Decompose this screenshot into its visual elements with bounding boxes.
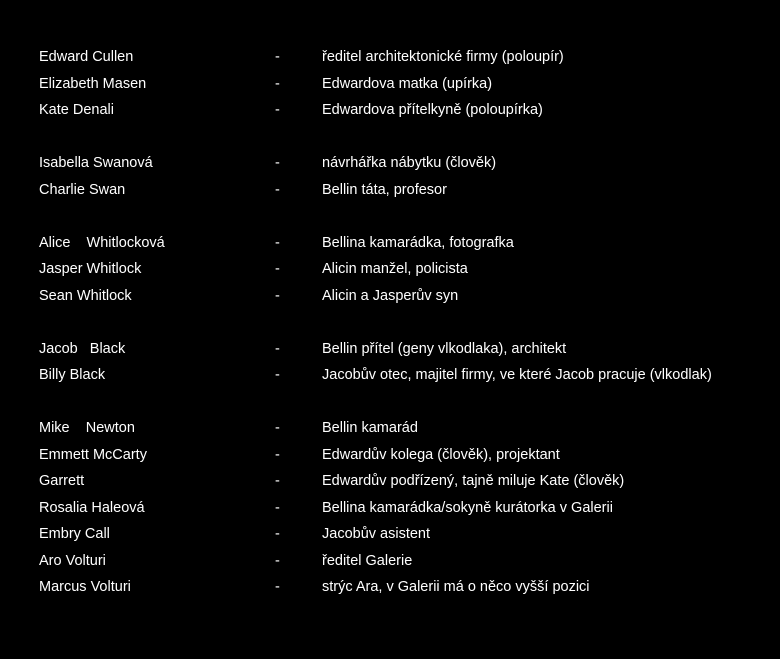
character-name: Elizabeth Masen: [39, 75, 147, 92]
character-name: Alice Whitlocková: [39, 234, 165, 251]
character-name: Jacob Black: [39, 340, 126, 357]
character-description: Alicin manžel, policista: [322, 261, 468, 277]
character-name: Kate Denali: [39, 102, 114, 118]
character-description: Edwardova přítelkyně (poloupírka): [322, 102, 543, 118]
list-item: [39, 283, 759, 310]
character-description: strýc Ara, v Galerii má o něco vyšší pozici: [322, 579, 590, 595]
character-description: Bellin táta, profesor: [322, 181, 447, 198]
character-name: Embry Call: [39, 526, 110, 542]
separator-dash: -: [275, 473, 280, 489]
list-item: [39, 336, 759, 363]
character-name: Marcus Volturi: [39, 579, 131, 595]
list-item: [39, 415, 759, 442]
character-name: Billy Black: [39, 367, 106, 383]
character-description: Bellin kamarád: [322, 420, 418, 436]
separator-dash: -: [275, 446, 280, 463]
character-description: Bellina kamarádka, fotografka: [322, 234, 514, 251]
character-name: Isabella Swanová: [39, 155, 153, 171]
separator-dash: -: [275, 499, 280, 516]
character-name: Edward Cullen: [39, 49, 134, 65]
character-list: [39, 44, 759, 601]
character-description: ředitel architektonické firmy (poloupír): [322, 49, 564, 65]
list-item: [39, 468, 759, 495]
character-name: Sean Whitlock: [39, 287, 132, 304]
character-description: ředitel Galerie: [322, 552, 413, 569]
character-description: Jacobův asistent: [322, 526, 431, 542]
list-item: [39, 495, 759, 522]
list-item: [39, 362, 759, 389]
character-name: Charlie Swan: [39, 181, 126, 198]
separator-dash: -: [275, 49, 280, 65]
separator-dash: -: [275, 552, 280, 569]
character-description: Bellin přítel (geny vlkodlaka), architekt: [322, 340, 567, 357]
character-description: Jacobův otec, majitel firmy, ve které Jacob pracuje (vlkodlak): [322, 367, 712, 383]
separator-dash: -: [275, 181, 280, 198]
list-item: [39, 71, 759, 98]
list-item: [39, 256, 759, 283]
list-item: [39, 44, 759, 71]
separator-dash: -: [275, 367, 280, 383]
character-name: Mike Newton: [39, 420, 135, 436]
character-name: Garrett: [39, 473, 85, 489]
character-description: Alicin a Jasperův syn: [322, 287, 459, 304]
character-description: Edwardův podřízený, tajně miluje Kate (člověk): [322, 473, 625, 489]
character-description: návrhářka nábytku (člověk): [322, 155, 497, 171]
separator-dash: -: [275, 261, 280, 277]
list-item: [39, 150, 759, 177]
character-description: Bellina kamarádka/sokyně kurátorka v Galerii: [322, 499, 613, 516]
character-name: Rosalia Haleová: [39, 499, 145, 516]
character-name: Aro Volturi: [39, 552, 106, 569]
character-description: Edwardův kolega (člověk), projektant: [322, 446, 560, 463]
separator-dash: -: [275, 102, 280, 118]
list-item: [39, 97, 759, 124]
separator-dash: -: [275, 234, 280, 251]
character-name: Jasper Whitlock: [39, 261, 142, 277]
separator-dash: -: [275, 579, 280, 595]
list-item: [39, 230, 759, 257]
list-item: [39, 442, 759, 469]
character-name: Emmett McCarty: [39, 446, 147, 463]
separator-dash: -: [275, 420, 280, 436]
character-description: Edwardova matka (upírka): [322, 75, 493, 92]
list-item: [39, 574, 759, 601]
separator-dash: -: [275, 340, 280, 357]
list-item: [39, 521, 759, 548]
separator-dash: -: [275, 526, 280, 542]
separator-dash: -: [275, 155, 280, 171]
list-item: [39, 548, 759, 575]
separator-dash: -: [275, 75, 280, 92]
separator-dash: -: [275, 287, 280, 304]
list-item: [39, 177, 759, 204]
